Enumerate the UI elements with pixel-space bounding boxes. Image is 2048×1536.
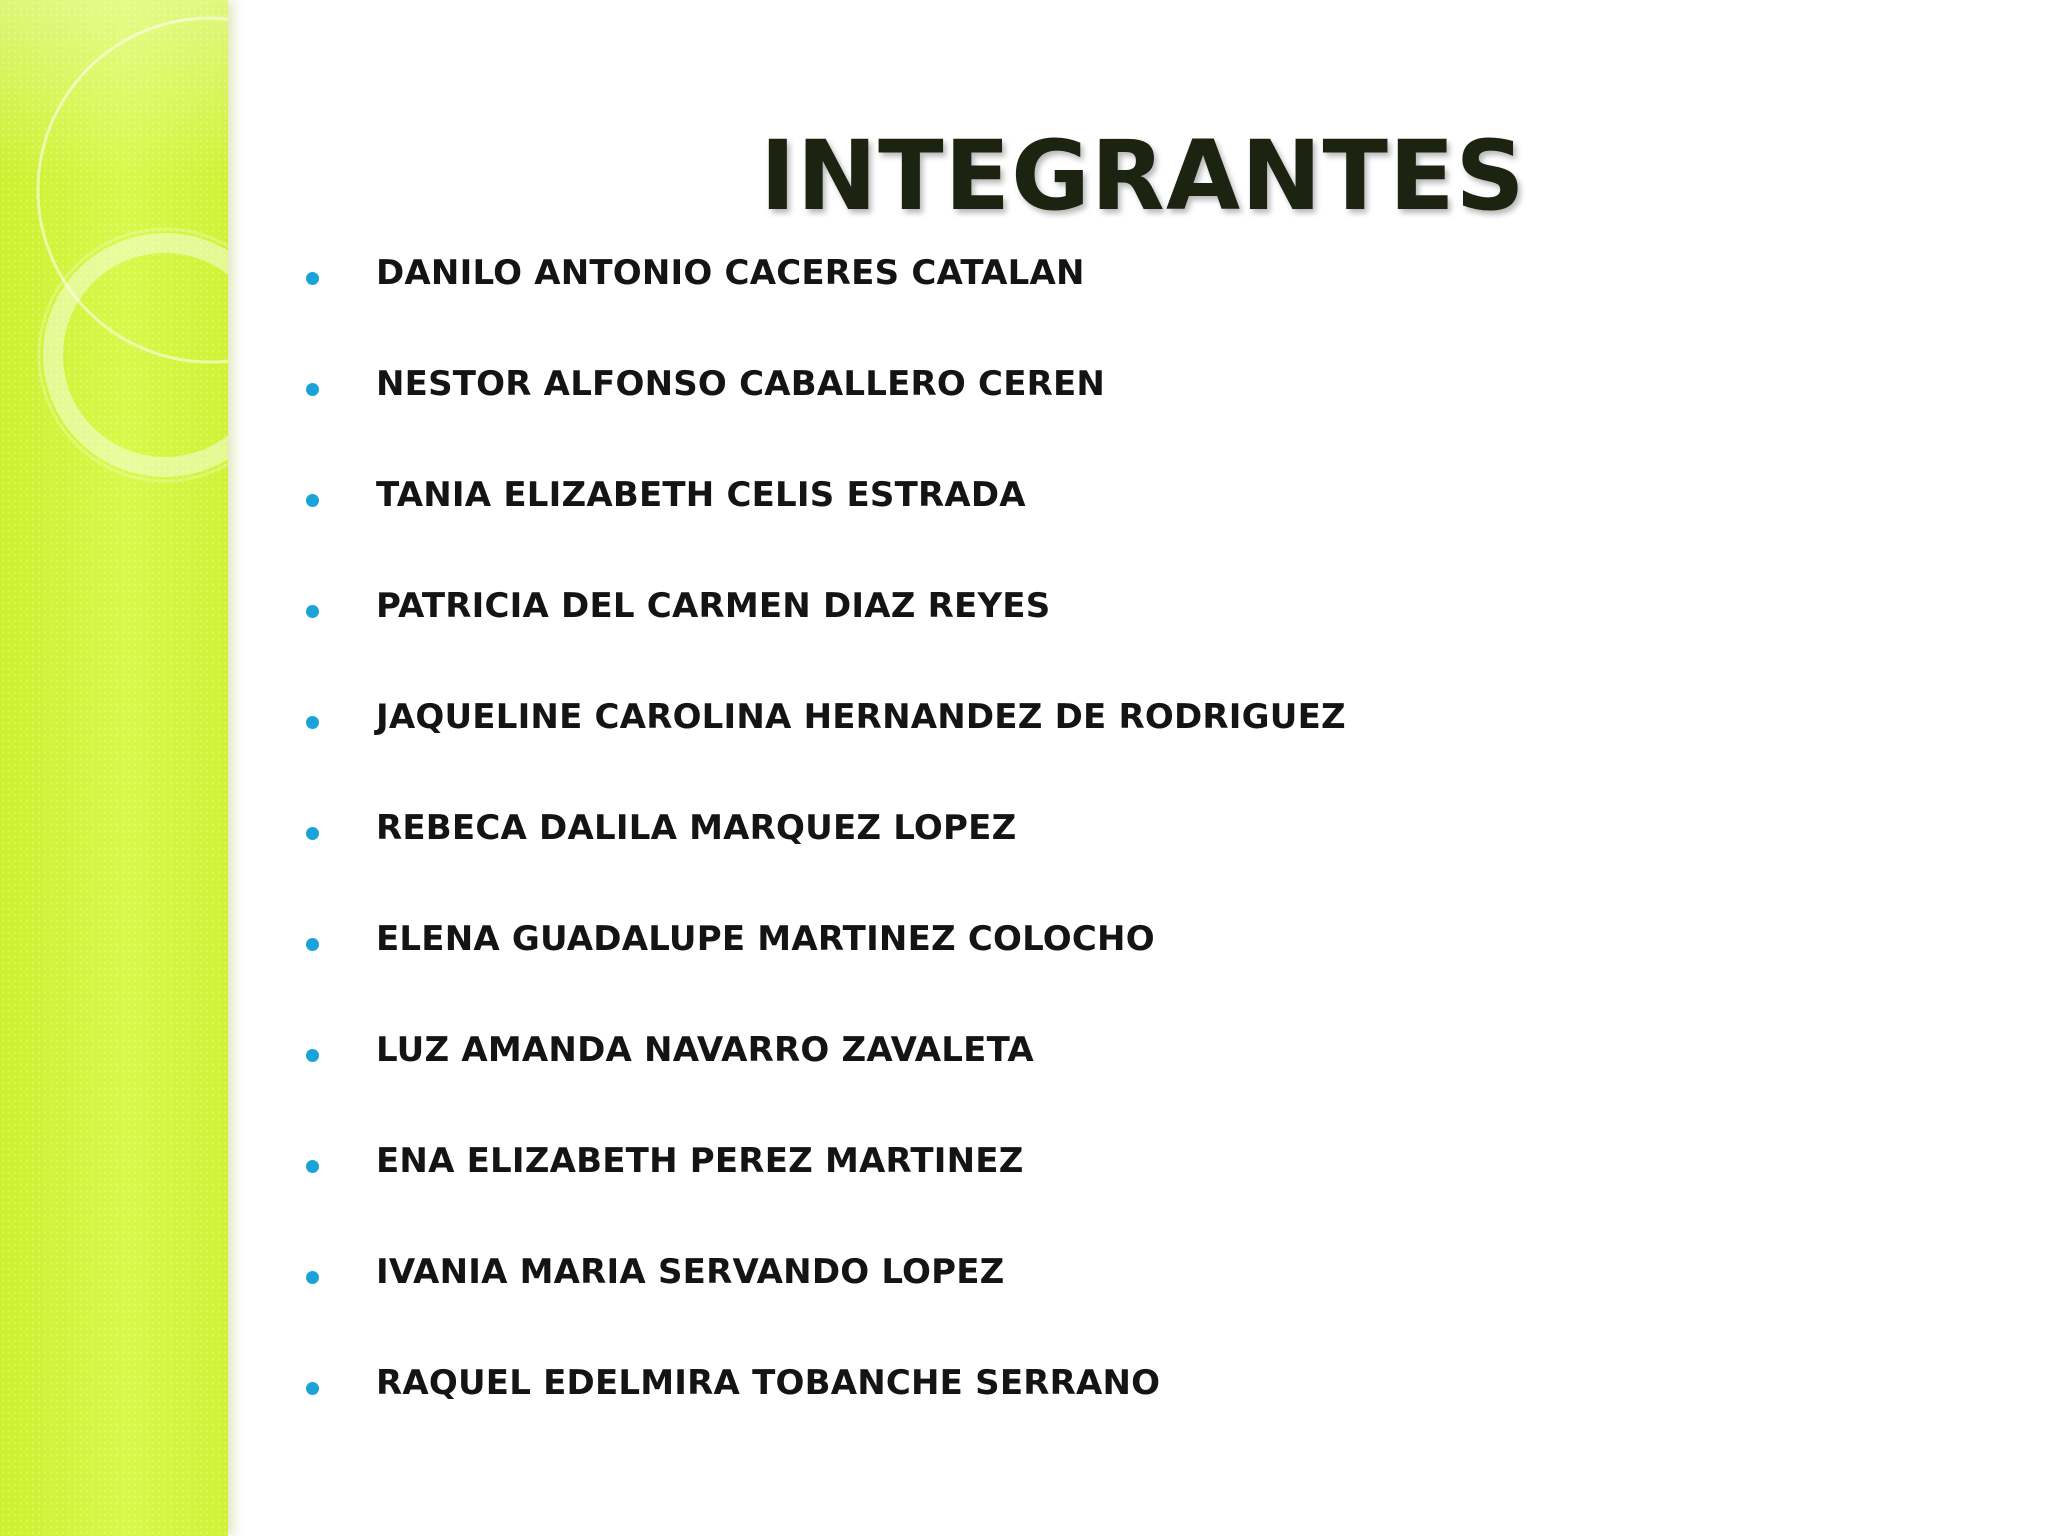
list-item: [300, 694, 1346, 805]
bullet-dot-icon: [306, 1049, 319, 1062]
member-name: PATRICIA DEL CARMEN DIAZ REYES: [376, 586, 1051, 626]
bullet-dot-icon: [306, 272, 319, 285]
bullet-dot-icon: [306, 938, 319, 951]
member-name: DANILO ANTONIO CACERES CATALAN: [376, 253, 1085, 293]
member-name: REBECA DALILA MARQUEZ LOPEZ: [376, 808, 1017, 848]
list-item: [300, 1138, 1346, 1249]
list-item: [300, 1027, 1346, 1138]
member-list: [300, 250, 1346, 1471]
thin-outer-ring: [39, 229, 228, 481]
list-item: [300, 805, 1346, 916]
member-name: LUZ AMANDA NAVARRO ZAVALETA: [376, 1030, 1034, 1070]
slide-title: INTEGRANTES: [760, 120, 1526, 232]
list-item: [300, 472, 1346, 583]
list-item: [300, 916, 1346, 1027]
thick-ring: [53, 243, 228, 467]
decorative-side-band: [0, 0, 228, 1536]
list-item: [300, 361, 1346, 472]
list-item: [300, 583, 1346, 694]
bullet-dot-icon: [306, 383, 319, 396]
member-name: JAQUELINE CAROLINA HERNANDEZ DE RODRIGUEZ: [376, 697, 1346, 737]
member-name: NESTOR ALFONSO CABALLERO CEREN: [376, 364, 1106, 404]
member-name: ELENA GUADALUPE MARTINEZ COLOCHO: [376, 919, 1155, 959]
member-name: RAQUEL EDELMIRA TOBANCHE SERRANO: [376, 1363, 1161, 1403]
list-item: [300, 1249, 1346, 1360]
member-name: IVANIA MARIA SERVANDO LOPEZ: [376, 1252, 1005, 1292]
bullet-dot-icon: [306, 494, 319, 507]
list-item: [300, 1360, 1346, 1471]
decorative-rings-graphic: [0, 0, 228, 520]
bullet-dot-icon: [306, 827, 319, 840]
member-name: TANIA ELIZABETH CELIS ESTRADA: [376, 475, 1026, 515]
bullet-dot-icon: [306, 716, 319, 729]
list-item: [300, 250, 1346, 361]
bullet-dot-icon: [306, 1160, 319, 1173]
bullet-dot-icon: [306, 1382, 319, 1395]
member-name: ENA ELIZABETH PEREZ MARTINEZ: [376, 1141, 1024, 1181]
bullet-dot-icon: [306, 605, 319, 618]
bullet-dot-icon: [306, 1271, 319, 1284]
